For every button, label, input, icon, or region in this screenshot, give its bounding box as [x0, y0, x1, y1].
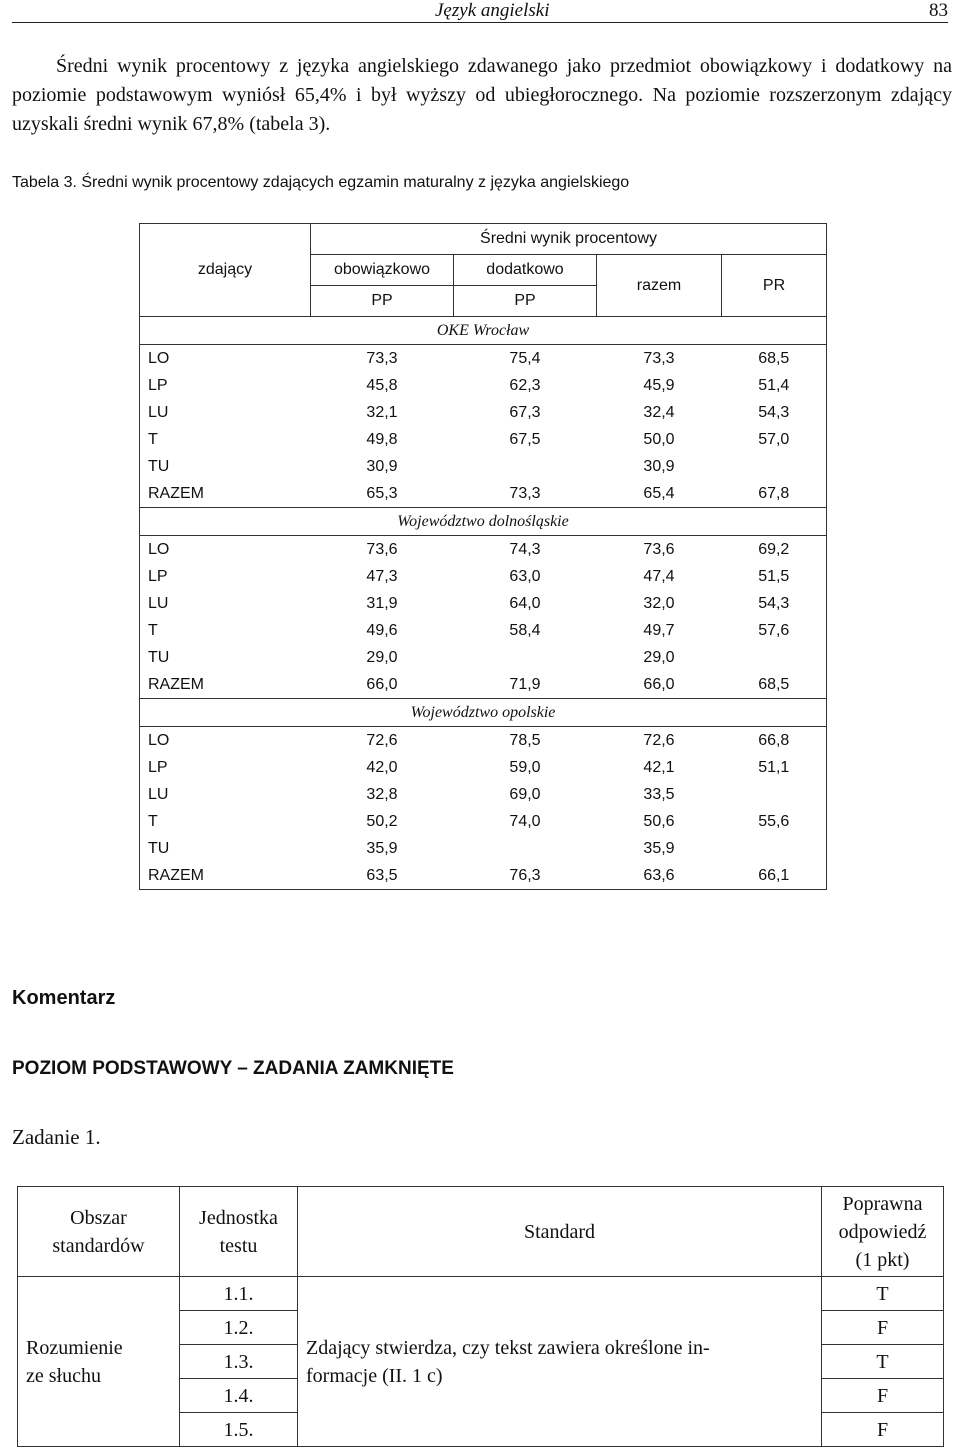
row-label: LO	[140, 536, 311, 564]
unit-cell: 1.2.	[180, 1311, 298, 1345]
table-cell: 71,9	[454, 671, 597, 699]
table-cell: 64,0	[509, 595, 541, 612]
table-cell: 63,6	[597, 862, 722, 890]
table-cell: 51,1	[722, 754, 827, 781]
header-answer	[822, 1187, 944, 1277]
table-cell: 51,5	[722, 563, 827, 590]
row-label: RAZEM	[140, 480, 311, 508]
header-answer-line: odpowiedź	[838, 1220, 927, 1243]
table-cell: 74,0	[509, 813, 541, 830]
table-cell: 73,6	[311, 536, 454, 564]
table-cell: 54,3	[722, 590, 827, 617]
header-unit-line: testu	[219, 1234, 258, 1257]
table-cell: 47,4	[643, 568, 675, 585]
unit-cell: 1.3.	[180, 1345, 298, 1379]
table-cell: 68,5	[722, 345, 827, 373]
table-cell	[722, 781, 827, 808]
table-cell: 50,2	[366, 813, 398, 830]
table-cell	[454, 453, 597, 480]
table-cell: 72,6	[311, 727, 454, 755]
table-cell	[722, 453, 827, 480]
table-cell: 66,0	[597, 671, 722, 699]
section-header-row	[140, 508, 827, 536]
table-cell: 66,8	[722, 727, 827, 755]
table-row	[140, 426, 827, 453]
table-cell: 30,9	[366, 458, 398, 475]
table-caption: Tabela 3. Średni wynik procentowy zdających egzamin maturalny z języka angielskiego	[12, 174, 630, 191]
table-row	[140, 563, 827, 590]
row-label: LO	[140, 727, 311, 755]
standard-cell	[298, 1277, 822, 1447]
answer-cell: T	[822, 1277, 944, 1311]
answer-cell: F	[822, 1413, 944, 1447]
table-cell: 57,6	[722, 617, 827, 644]
section-title: OKE Wrocław	[140, 317, 827, 345]
table-cell: 67,5	[509, 431, 541, 448]
table-row	[140, 590, 827, 617]
row-label: LU	[140, 590, 311, 617]
table-cell: 42,0	[366, 759, 398, 776]
row-label: T	[140, 808, 311, 835]
table-cell: 45,9	[643, 377, 675, 394]
row-label: LP	[140, 754, 311, 781]
table-row	[140, 480, 827, 508]
table-cell: 74,3	[454, 536, 597, 564]
table-cell: 47,3	[366, 568, 398, 585]
table-cell	[722, 644, 827, 671]
table-cell: 59,0	[509, 759, 541, 776]
table-cell: 73,3	[597, 345, 722, 373]
table-cell: 49,8	[366, 431, 398, 448]
table-cell: 66,1	[722, 862, 827, 890]
intro-text: Średni wynik procentowy z języka angielskiego zdawanego jako przedmiot obowiązkowy i dodatkowy na poziomie podstawowym wyniósł 65,4% i był wyższy od ubiegłorocznego. Na poziomie rozszerzonym zdający uzyskali średni wynik 67,8% (tabela 3).	[12, 55, 952, 135]
header-dodatkowo-level: PP	[454, 286, 597, 317]
table-cell: 31,9	[366, 595, 398, 612]
unit-cell: 1.1.	[180, 1277, 298, 1311]
header-obowiazkowo-level: PP	[311, 286, 454, 317]
table-cell: 73,6	[597, 536, 722, 564]
table-cell: 63,5	[311, 862, 454, 890]
table-cell: 78,5	[454, 727, 597, 755]
row-label: TU	[140, 644, 311, 671]
table-cell: 75,4	[454, 345, 597, 373]
area-line: Rozumienie	[26, 1336, 123, 1359]
header-area-line: Obszar	[70, 1206, 127, 1229]
page-number: 83	[929, 0, 948, 21]
table-cell: 29,0	[366, 649, 398, 666]
zadanie-heading: Zadanie 1.	[12, 1125, 101, 1149]
table-row	[140, 862, 827, 890]
table-row	[140, 399, 827, 426]
header-zdajacy: zdający	[140, 224, 311, 317]
task-header-row	[18, 1187, 944, 1277]
running-title: Język angielski	[435, 0, 550, 21]
table-cell	[454, 835, 597, 862]
table-cell: 32,0	[643, 595, 675, 612]
table-row	[140, 617, 827, 644]
table-cell: 73,3	[454, 480, 597, 508]
row-label: LO	[140, 345, 311, 373]
unit-cell: 1.4.	[180, 1379, 298, 1413]
row-label: LP	[140, 372, 311, 399]
table-cell: 45,8	[366, 377, 398, 394]
row-label: LU	[140, 399, 311, 426]
table-cell: 72,6	[597, 727, 722, 755]
table-cell: 66,0	[311, 671, 454, 699]
table-cell: 50,0	[643, 431, 675, 448]
header-area-line: standardów	[52, 1234, 145, 1257]
table-cell: 63,0	[509, 568, 541, 585]
table-cell: 57,0	[722, 426, 827, 453]
table-cell: 68,5	[722, 671, 827, 699]
table-header-row	[140, 224, 827, 255]
table-cell: 67,3	[509, 404, 541, 421]
area-cell	[18, 1277, 180, 1447]
row-label: T	[140, 426, 311, 453]
table-cell	[454, 644, 597, 671]
intro-paragraph	[12, 52, 952, 139]
section-header-row	[140, 317, 827, 345]
table-row	[140, 754, 827, 781]
section-header-row	[140, 699, 827, 727]
row-label: TU	[140, 453, 311, 480]
answer-cell: F	[822, 1379, 944, 1413]
table-cell: 58,4	[509, 622, 541, 639]
row-label: LP	[140, 563, 311, 590]
table-row	[140, 372, 827, 399]
task-row	[18, 1277, 944, 1311]
unit-cell: 1.5.	[180, 1413, 298, 1447]
table-cell: 51,4	[722, 372, 827, 399]
header-standard: Standard	[298, 1187, 822, 1277]
table-cell: 33,5	[643, 786, 675, 803]
header-group: Średni wynik procentowy	[311, 224, 827, 255]
table-cell: 62,3	[509, 377, 541, 394]
task-table	[17, 1186, 944, 1447]
table-cell: 30,9	[643, 458, 675, 475]
header-answer-line: (1 pkt)	[855, 1248, 910, 1271]
table-cell: 73,3	[311, 345, 454, 373]
results-table	[139, 223, 827, 890]
section-title: Województwo opolskie	[140, 699, 827, 727]
header-razem: razem	[597, 255, 722, 317]
table-cell: 54,3	[722, 399, 827, 426]
table-row	[140, 835, 827, 862]
table-cell: 49,7	[643, 622, 675, 639]
row-label: RAZEM	[140, 671, 311, 699]
header-area	[18, 1187, 180, 1277]
standard-line: formacje (II. 1 c)	[306, 1364, 443, 1387]
page-header	[12, 0, 948, 23]
komentarz-heading: Komentarz	[12, 987, 116, 1009]
header-obowiazkowo: obowiązkowo	[311, 255, 454, 286]
table-cell: 65,3	[311, 480, 454, 508]
row-label: T	[140, 617, 311, 644]
table-cell	[722, 835, 827, 862]
header-dodatkowo: dodatkowo	[454, 255, 597, 286]
table-cell: 69,0	[509, 786, 541, 803]
standard-line: Zdający stwierdza, czy tekst zawiera określone in-	[306, 1336, 710, 1359]
table-cell: 50,6	[643, 813, 675, 830]
table-cell: 42,1	[643, 759, 675, 776]
table-cell: 35,9	[643, 840, 675, 857]
table-row	[140, 536, 827, 564]
header-unit	[180, 1187, 298, 1277]
area-line: ze słuchu	[26, 1364, 101, 1387]
row-label: TU	[140, 835, 311, 862]
table-cell: 32,1	[366, 404, 398, 421]
poziom-heading: POZIOM PODSTAWOWY – ZADANIA ZAMKNIĘTE	[12, 1058, 454, 1079]
answer-cell: F	[822, 1311, 944, 1345]
table-row	[140, 727, 827, 755]
table-row	[140, 453, 827, 480]
header-unit-line: Jednostka	[199, 1206, 278, 1229]
header-pr: PR	[722, 255, 827, 317]
table-row	[140, 781, 827, 808]
header-answer-line: Poprawna	[842, 1192, 923, 1215]
table-row	[140, 671, 827, 699]
table-cell: 32,8	[366, 786, 398, 803]
table-cell: 29,0	[643, 649, 675, 666]
table-row	[140, 345, 827, 373]
section-title: Województwo dolnośląskie	[140, 508, 827, 536]
table-cell: 35,9	[366, 840, 398, 857]
table-row	[140, 644, 827, 671]
row-label: RAZEM	[140, 862, 311, 890]
table-cell: 67,8	[722, 480, 827, 508]
table-cell: 32,4	[643, 404, 675, 421]
row-label: LU	[140, 781, 311, 808]
table-cell: 49,6	[366, 622, 398, 639]
table-cell: 76,3	[454, 862, 597, 890]
table-cell: 69,2	[722, 536, 827, 564]
table-row	[140, 808, 827, 835]
table-cell: 65,4	[597, 480, 722, 508]
answer-cell: T	[822, 1345, 944, 1379]
table-cell: 55,6	[722, 808, 827, 835]
